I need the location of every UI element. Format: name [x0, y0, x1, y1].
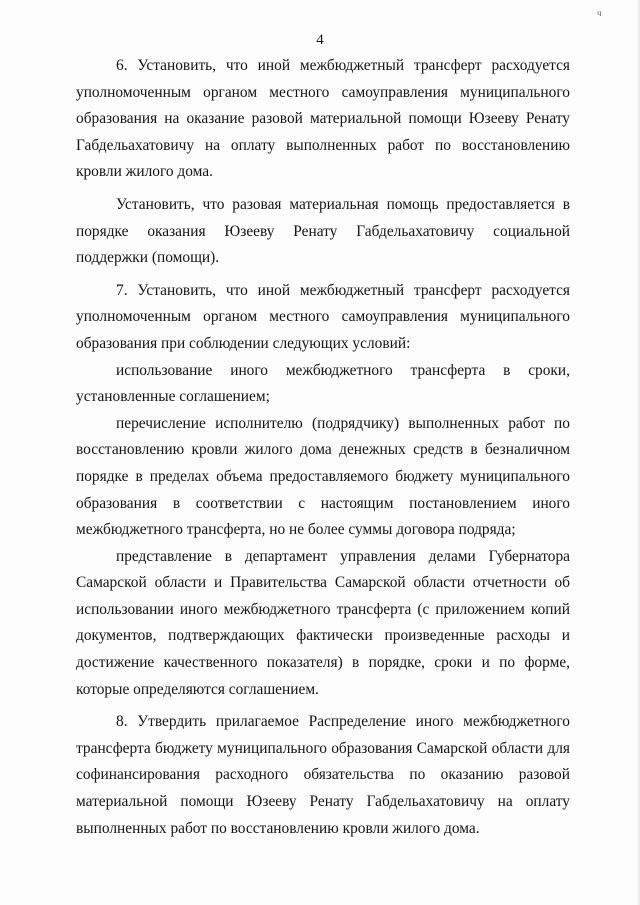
- corner-mark: ч: [597, 8, 602, 18]
- paragraph-item-7: 7. Установить, что иной межбюджетный трансферт расходуется уполномоченным органом местного самоуправления муниципального образования при соблюдении следующих условий:: [76, 281, 570, 352]
- document-body: [76, 53, 570, 842]
- condition-reporting: представление в департамент управления делами Губернатора Самарской области и Правительства Самарской области отчетности об использовании иного межбюджетного трансферта (с приложением копий документов, подтверждающих фактически произведенные расходы и достижение качественного показателя) в порядке, сроки и по форме, которые определяются соглашением.: [76, 547, 570, 698]
- condition-transfer: перечисление исполнителю (подрядчику) выполненных работ по восстановлению кровли жилого дома денежных средств в безналичном порядке в пределах объема предоставляемого бюджету муниципального образования в соответствии с настоящим постановлением иного межбюджетного трансферта, но не более суммы договора подряда;: [76, 414, 570, 539]
- paragraph-support-form: Установить, что разовая материальная помощь предоставляется в порядке оказания Юзееву Ренату Габдельахатовичу социальной поддержки (помощи).: [76, 195, 570, 267]
- paragraph-item-6: 6. Установить, что иной межбюджетный трансферт расходуется уполномоченным органом местного самоуправления муниципального образования на оказание разовой материальной помощи Юзееву Ренату Габдельахатовичу на оплату выполненных работ по восстановлению кровли жилого дома.: [76, 57, 570, 181]
- condition-deadline: использование иного межбюджетного трансферта в сроки, установленные соглашением;: [76, 361, 570, 406]
- paragraph-item-8: 8. Утвердить прилагаемое Распределение иного межбюджетного трансферта бюджету муниципального образования Самарской области для софинансирования расходного обязательства по оказанию разовой материальной помощи Юзееву Ренату Габдельахатовичу на оплату выполненных работ по восстановлению кровли жилого дома.: [76, 713, 570, 837]
- page-number: 4: [316, 32, 324, 48]
